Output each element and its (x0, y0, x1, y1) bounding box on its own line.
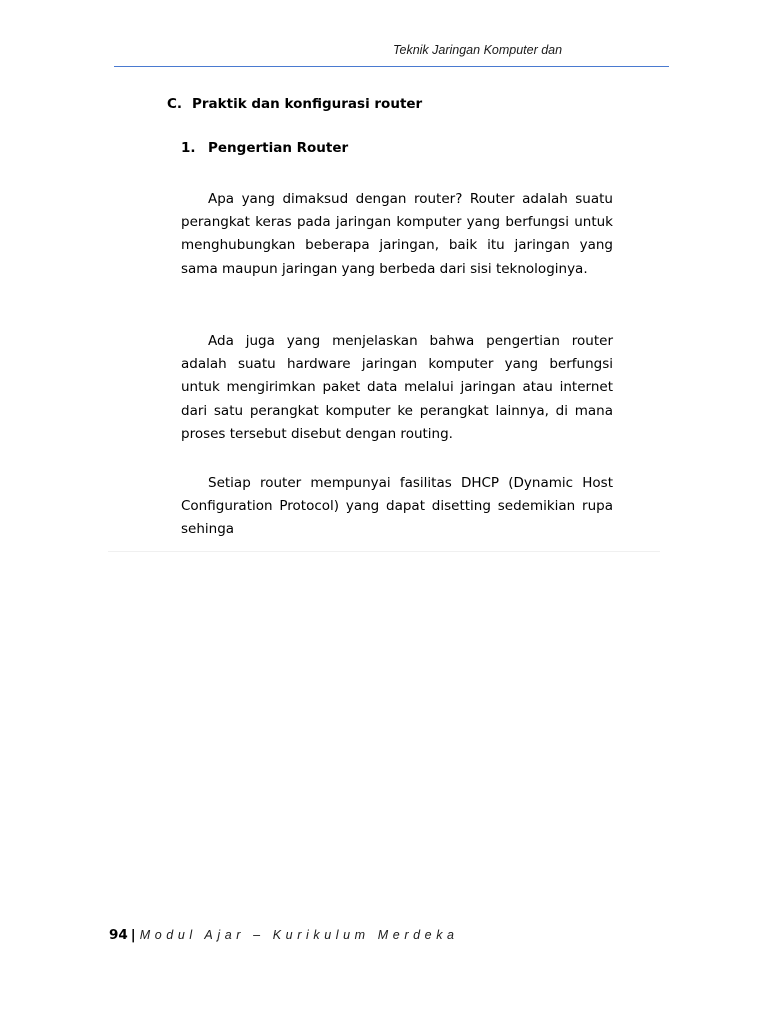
page-footer (109, 927, 459, 943)
header-divider (114, 66, 669, 67)
subsection-title: Pengertian Router (208, 140, 349, 156)
section-heading (167, 96, 422, 112)
subsection-number: 1. (181, 140, 196, 156)
page-number: 94 (109, 927, 128, 943)
footer-separator: | (130, 927, 136, 943)
subsection-heading (181, 140, 348, 156)
section-title: Praktik dan konfigurasi router (192, 96, 423, 112)
paragraph-router-dhcp: Setiap router mempunyai fasilitas DHCP (Dynamic Host Configuration Protocol) yang dapat disetting sedemikian rupa sehinga (181, 474, 613, 538)
footer-module-title: Modul Ajar – Kurikulum Merdeka (139, 928, 459, 942)
running-header-title: Teknik Jaringan Komputer dan (393, 43, 563, 57)
paragraph-router-function: Ada juga yang menjelaskan bahwa pengertian router adalah suatu hardware jaringan komputer yang berfungsi untuk mengirimkan paket data melalui jaringan atau internet dari satu perangkat komputer ke perangkat lainnya, di mana proses tersebut disebut dengan routing. (181, 332, 613, 443)
section-number: C. (167, 96, 183, 112)
paragraph-router-definition: Apa yang dimaksud dengan router? Router adalah suatu perangkat keras pada jaringan komputer yang berfungsi untuk menghubungkan beberapa jaringan, baik itu jaringan yang sama maupun jaringan yang berbeda dari sisi teknologinya. (181, 190, 613, 277)
content-end-divider (108, 551, 660, 552)
